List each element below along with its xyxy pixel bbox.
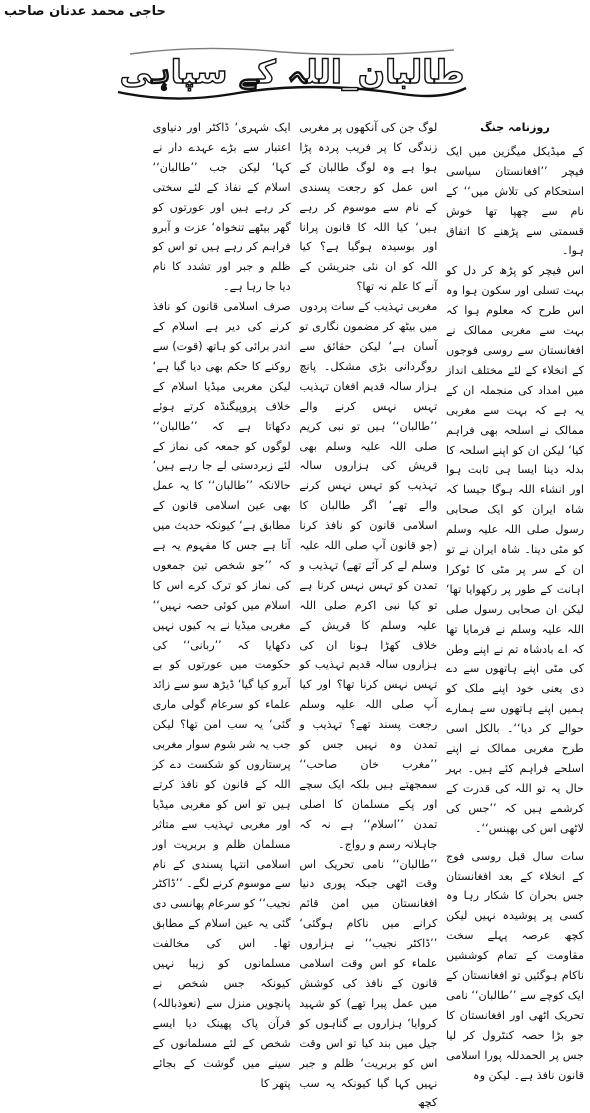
author-name: حاجی محمد عدنان صاحب bbox=[4, 4, 166, 19]
article-column-2 bbox=[299, 118, 438, 1110]
paragraph: ’’طالبان‘‘ نامی تحریک اس وقت اٹھی جبکہ پوری دنیا افغانستان میں امن قائم کرانے میں ناکام ہوگئی‘ ’’ڈاکٹر نجیب‘‘ نے ہزاروں علماء کو اس وقت اسلامی قانون کے نافذ کی کوشش میں عمل پیرا تھے) کو شہید کروایا‘ ہزاروں بے گناہوں کو جیل میں بند کیا تو اس وقت اس کو بربریت‘ ظلم و جبر نہیں کہا گیا کیونکہ یہ سب کچھ bbox=[299, 857, 438, 1110]
source-name: روزنامہ جنگ bbox=[480, 121, 550, 134]
paragraph: ایک شہری‘ ڈاکٹر اور دنیاوی اعتبار سے بڑے عہدے دار نے کہا‘ لیکن جب ’’طالبان‘‘ اسلام کے نفاذ کے لئے سختی کر رہے ہیں اور عورتوں کو گھر بیٹھے تنخواہ‘ عزت و آبرو فراہم کر رہے ہیں تو اس کو ظلم و جبر اور تشدد کا نام دیا جا رہا ہے۔ bbox=[152, 121, 291, 294]
paragraph: صرف اسلامی قانون کو نافذ کرنے کی دیر ہے اسلام کے اندر برائی کو ہاتھ (قوت) سے روکنے کا حکم بھی دیا گیا ہے‘ لیکن مغربی میڈیا اسلام کے خلاف پروپیگنڈہ کرتے ہوئے دکھاتا ہے کہ ’’طالبان‘‘ لوگوں کو جمعہ کی نماز کے لئے زبردستی لے جا رہے ہیں‘ حالانکہ ’’طالبان‘‘ کا یہ عمل بھی عین اسلامی قانون کے مطابق ہے‘ کیونکہ حدیث میں آتا ہے جس کا مفہوم یہ ہے کہ ’’جو شخص تین جمعوں کی نماز کو ترک کرے اس کا اسلام میں کوئی حصہ نہیں‘‘ مغربی میڈیا نے یہ کیوں نہیں دکھایا کہ ’’ربانی‘‘ کی حکومت میں عورتوں کو بے آبرو کیا گیا‘ ڈیڑھ سو سے زائد علماء کو سرعام گولی ماری گئی‘ یہ سب امن تھا؟ لیکن جب یہ شر شوم سوار مغربی پرستاروں کو شکست دے کر اللہ کے قانون کو نافذ کرتے ہیں تو اس کو مغربی میڈیا اور مغربی تہذیب سے متاثر مسلمان ظلم و بربریت اور اسلامی انتہا پسندی کے نام سے موسوم کرنے لگے۔ ’’ڈاکٹر نجیب‘‘ کو سرعام پھانسی دی گئی یہ عین اسلام کے مطابق تھا۔ اس کی مخالفت مسلمانوں کو زیبا نہیں کیونکہ جس شخص نے پانچویں منزل سے (نعوذباللہ) قرآن پاک پھینک دیا ایسے شخص کے لئے مسلمانوں کے سینے میں گوشت کے بجائے پتھر کا bbox=[152, 300, 291, 1090]
paragraph-gap bbox=[446, 839, 584, 847]
paragraph: لوگ جن کی آنکھوں پر مغربی زندگی کا پر فریب پردہ پڑا ہوا ہے وہ لوگ طالبان کے اس عمل کو رجعت پسندی کے نام سے موسوم کر رہے ہیں‘ کیا اللہ کا قانون پرانا اور بوسیدہ ہوگیا ہے؟ کیا اللہ کو ان نئی جنریشن کے آنے کا علم نہ تھا؟ bbox=[299, 121, 438, 294]
article-column-1 bbox=[445, 118, 584, 1082]
paragraph: اس فیچر کو پڑھ کر دل کو بہت تسلی اور سکون ہوا وہ اس طرح کہ معلوم ہوا کہ بہت سے مغربی ممالک نے افغانستان سے روسی فوجوں کے انخلاء کے لئے مختلف انداز میں امداد کی منجملہ ان کے یہ ہے کہ بہت سے مغربی ممالک نے اسلحہ بھی فراہم کیا‘ لیکن ان کو اپنے اسلحہ کا بدلہ دینا ایسا ہی ثابت ہوا اور انشاء اللہ ہوگا جیسا کہ شاہ ایران کو ایک صحابی رسول صلی اللہ علیہ وسلم کو مٹی دینا۔ شاہ ایران نے تو ان کے سر پر مٹی کا ٹوکرا اہانت کے طور پر رکھوایا تھا‘ لیکن ان صحابی رسول صلی اللہ علیہ وسلم نے فرمایا تھا کہ اے بادشاہ تم نے اپنے وطن کی مٹی اپنے ہاتھوں سے دے دی یعنی خود اپنے ملک کو ہمیں اپنے ہاتھوں سے ہمارے حوالے کر دیا‘‘۔ بالکل اسی طرح مغربی ممالک نے اپنے اسلحے فراہم کئے ہیں۔ بہر حال یہ تو اللہ کی قدرت کے کرشمے ہیں کہ ’’جس کی لاٹھی اس کی بھینس‘‘۔ bbox=[445, 264, 584, 835]
paragraph: کے میڈیکل میگزین میں ایک فیچر ’’افغانستان سیاسی استحکام کی تلاش میں‘‘ کے نام سے چھپا تھا خوش قسمتی سے پڑھنے کا اتفاق ہوا۔ bbox=[445, 144, 584, 258]
headline-title: طالبان_اللہ کے سپاہی bbox=[119, 53, 465, 91]
headline-banner bbox=[112, 40, 472, 104]
article-column-3 bbox=[152, 118, 291, 1090]
article-column-4-blank bbox=[6, 118, 144, 754]
paragraph: سات سال قبل روسی فوج کے انخلاء کے بعد افغانستان جس بحران کا شکار رہا وہ کسی پر پوشیدہ نہیں لیکن کچھ عرصہ پہلے سخت مقاومت کے تمام کوششیں ناکام ہوگئیں تو افغانستان کے ایک کوچے سے ’’طالبان‘‘ نامی تحریک اٹھی اور افغانستان کا جو بڑا حصہ کنٹرول کر لیا جس پر الحمدللہ پورا اسلامی قانون نافذ ہے۔ لیکن وہ bbox=[445, 849, 584, 1082]
article-columns bbox=[6, 118, 584, 1110]
paragraph: مغربی تہذیب کے سات پردوں میں بیٹھ کر مضمون نگاری تو آسان ہے‘ لیکن حقائق سے روگردانی بڑی مشکل۔ پانچ ہزار سالہ قدیم افغان تہذیب تہس نہس کرنے والے ’’طالبان‘‘ ہیں تو نبی کریم صلی اللہ علیہ وسلم بھی قریش کی ہزاروں سالہ تہذیب کو تہس نہس کرنے والے تھے‘ اگر طالبان کا اسلامی قانون کو نافذ کرنا (جو قانون آپ صلی اللہ علیہ وسلم لے کر آئے تھے) تہذیب و تمدن کو تہس نہس کرنا ہے تو کیا نبی اکرم صلی اللہ علیہ وسلم کا قریش کے خلاف کھڑا ہونا ان کی ہزاروں سالہ قدیم تہذیب کو تہس نہس کرنا تھا؟ اور کیا آپ صلی اللہ علیہ وسلم رجعت پسند تھے؟ تہذیب و تمدن وہ نہیں جس کو ’’مغرب خان صاحب‘‘ سمجھتے ہیں بلکہ ایک سچے اور پکے مسلمان کا اصلی تمدن ’’اسلام‘‘ ہے نہ کہ جاہلانہ رسم و رواج۔ bbox=[299, 300, 438, 851]
